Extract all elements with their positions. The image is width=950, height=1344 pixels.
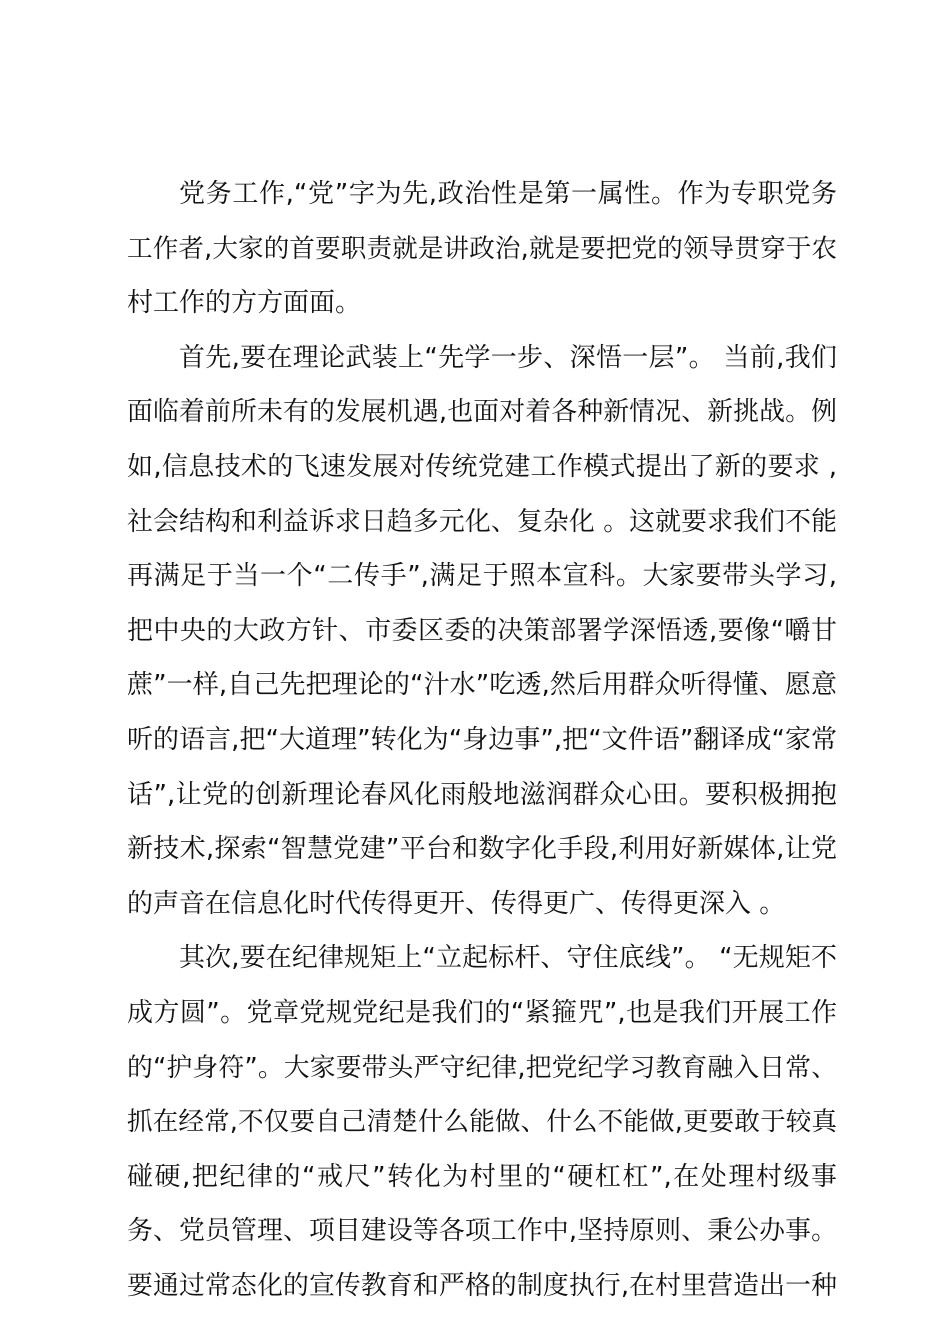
text-line: 的“护身符”。大家要带头严守纪律,把党纪学习教育融入日常、 [127, 1052, 837, 1083]
text-line: 社会结构和利益诉求日趋多元化、复杂化 。这就要求我们不能 [127, 506, 837, 537]
text-line: 首先,要在理论武装上“先学一步、深悟一层”。 当前,我们 [179, 342, 837, 373]
document-body [127, 167, 837, 1313]
text-line: 要通过常态化的宣传教育和严格的制度执行,在村里营造出一种 [127, 1270, 837, 1301]
text-line: 成方圆”。党章党规党纪是我们的“紧箍咒”,也是我们开展工作 [127, 997, 837, 1028]
text-line: 听的语言,把“大道理”转化为“身边事”,把“文件语”翻译成“家常 [127, 724, 837, 755]
text-line: 村工作的方方面面。 [127, 288, 362, 319]
text-line: 把中央的大政方针、市委区委的决策部署学深悟透,要像“嚼甘 [127, 615, 837, 646]
text-line: 再满足于当一个“二传手”,满足于照本宣科。大家要带头学习, [127, 561, 837, 592]
text-line: 工作者,大家的首要职责就是讲政治,就是要把党的领导贯穿于农 [127, 233, 837, 264]
text-line: 党务工作,“党”字为先,政治性是第一属性。作为专职党务 [179, 179, 837, 209]
text-line: 抓在经常,不仅要自己清楚什么能做、什么不能做,更要敢于较真 [127, 1107, 837, 1138]
text-line: 面临着前所未有的发展机遇,也面对着各种新情况、新挑战。例 [127, 397, 837, 428]
text-line: 话”,让党的创新理论春风化雨般地滋润群众心田。要积极拥抱 [127, 779, 837, 810]
text-line: 的声音在信息化时代传得更开、传得更广、传得更深入 。 [127, 888, 786, 919]
text-line: 蔗”一样,自己先把理论的“汁水”吃透,然后用群众听得懂、愿意 [127, 670, 837, 701]
text-line: 新技术,探索“智慧党建”平台和数字化手段,利用好新媒体,让党 [127, 834, 837, 865]
text-line: 务、党员管理、项目建设等各项工作中,坚持原则、秉公办事。 [127, 1216, 837, 1247]
text-line: 碰硬,把纪律的“戒尺”转化为村里的“硬杠杠”,在处理村级事 [127, 1161, 837, 1192]
text-line: 其次,要在纪律规矩上“立起标杆、守住底线”。 “无规矩不 [179, 943, 837, 974]
text-line: 如,信息技术的飞速发展对传统党建工作模式提出了新的要求 , [127, 451, 837, 482]
